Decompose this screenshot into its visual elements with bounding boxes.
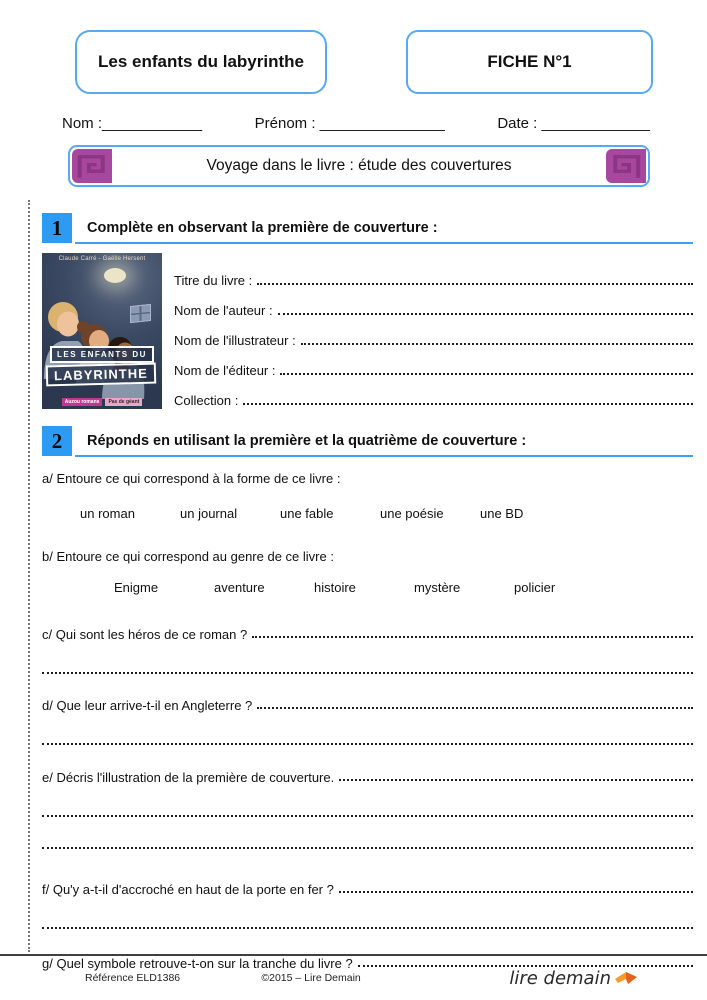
- field-author-label: Nom de l'auteur :: [174, 303, 273, 318]
- section-2-number: 2: [42, 426, 72, 456]
- field-illustrator-answer-line: [301, 343, 693, 345]
- labyrinth-icon: [72, 149, 112, 183]
- question-d-label: d/ Que leur arrive-t-il en Angleterre ?: [42, 698, 253, 713]
- cover-publisher-chip: Auzou romans: [62, 398, 103, 406]
- open-book-icon: [613, 968, 639, 988]
- section-1-title: Complète en observant la première de couverture :: [87, 220, 438, 236]
- field-collection-label: Collection :: [174, 393, 239, 408]
- footer-reference: Référence ELD1386: [85, 972, 181, 984]
- question-d: [42, 698, 693, 713]
- question-g-label: g/ Quel symbole retrouve-t-on sur la tranche du livre ?: [42, 956, 353, 971]
- section-2-header: [42, 425, 693, 457]
- date-field: [497, 115, 650, 132]
- cover-collection-chip: Pas de géant: [105, 398, 142, 406]
- cover-authors: Claude Carré - Gaëlle Hersent: [58, 256, 146, 262]
- footer-copyright: ©2015 – Lire Demain: [261, 972, 361, 984]
- section-2-title: Réponds en utilisant la première et la quatrième de couverture :: [87, 433, 527, 449]
- field-title-answer-line: [257, 283, 693, 285]
- field-title-label: Titre du livre :: [174, 273, 253, 288]
- option-un-journal: un journal: [180, 506, 238, 521]
- field-author: [174, 289, 693, 319]
- field-collection-answer-line: [243, 403, 693, 405]
- question-d-answer-line: [257, 707, 693, 709]
- footer: [0, 954, 707, 1000]
- date-label: Date :: [497, 115, 538, 132]
- field-collection: [174, 379, 693, 409]
- firstname-field: [255, 115, 445, 132]
- field-author-answer-line: [278, 313, 693, 315]
- option-enigme: Enigme: [114, 580, 159, 595]
- cover-title-line2: LABYRINTHE: [46, 363, 156, 387]
- answer-line: [42, 743, 693, 745]
- book-title-label: Les enfants du labyrinthe: [98, 52, 304, 71]
- field-illustrator-label: Nom de l'illustrateur :: [174, 333, 296, 348]
- cover-title-line1: LES ENFANTS DU: [50, 346, 154, 363]
- date-blank-line: _____________: [541, 115, 650, 132]
- question-f: [42, 882, 693, 897]
- question-c-answer-line: [252, 636, 693, 638]
- field-illustrator: [174, 319, 693, 349]
- question-e-answer-line: [339, 779, 693, 781]
- name-field: [62, 115, 202, 132]
- labyrinth-icon: [606, 149, 646, 183]
- answer-line: [42, 815, 693, 817]
- cover-fields: [174, 253, 693, 409]
- book-title-box: [75, 30, 327, 94]
- option-un-roman: un roman: [80, 506, 135, 521]
- publisher-logo: [509, 968, 639, 989]
- fiche-number-label: FICHE N°1: [487, 52, 572, 71]
- name-label: Nom :: [62, 115, 103, 132]
- worksheet-title: Voyage dans le livre : étude des couvertures: [206, 157, 512, 174]
- option-histoire: histoire: [314, 580, 356, 595]
- header: [75, 30, 653, 94]
- firstname-label: Prénom :: [254, 115, 316, 132]
- book-cover-image: [42, 253, 162, 409]
- question-c: [42, 627, 693, 642]
- left-margin-dotted-rule: [28, 200, 30, 952]
- section-1-underline: [75, 242, 693, 244]
- question-b-options: [42, 580, 693, 595]
- question-e-label: e/ Décris l'illustration de la première de couverture.: [42, 770, 335, 785]
- field-title: [174, 259, 693, 289]
- firstname-blank-line: _______________: [319, 115, 445, 132]
- question-c-label: c/ Qui sont les héros de ce roman ?: [42, 627, 248, 642]
- option-policier: policier: [514, 580, 556, 595]
- name-blank-line: ____________: [102, 115, 203, 132]
- option-mystere: mystère: [414, 580, 461, 595]
- option-une-bd: une BD: [480, 506, 524, 521]
- section-1-header: [42, 212, 693, 244]
- question-f-answer-line: [339, 891, 693, 893]
- section-1-number: 1: [42, 213, 72, 243]
- option-une-poesie: une poésie: [380, 506, 444, 521]
- option-aventure: aventure: [214, 580, 265, 595]
- publisher-logo-text: lire demain: [509, 967, 611, 989]
- identity-row: [62, 115, 650, 132]
- answer-line: [42, 672, 693, 674]
- cover-bottom-band: [42, 394, 162, 409]
- field-publisher-label: Nom de l'éditeur :: [174, 363, 276, 378]
- answer-line: [42, 927, 693, 929]
- question-a-options: [42, 506, 693, 521]
- question-e: [42, 770, 693, 785]
- fiche-number-box: [406, 30, 653, 94]
- field-publisher-answer-line: [280, 373, 693, 375]
- worksheet-body: [42, 212, 693, 1000]
- worksheet-title-banner: [68, 145, 650, 187]
- question-b-label: b/ Entoure ce qui correspond au genre de ce livre :: [42, 549, 334, 564]
- question-a-label: a/ Entoure ce qui correspond à la forme de ce livre :: [42, 471, 341, 486]
- answer-line: [42, 847, 693, 849]
- cover-and-fields: [42, 253, 693, 409]
- option-une-fable: une fable: [280, 506, 334, 521]
- field-publisher: [174, 349, 693, 379]
- question-f-label: f/ Qu'y a-t-il d'accroché en haut de la porte en fer ?: [42, 882, 334, 897]
- section-2-underline: [75, 455, 693, 457]
